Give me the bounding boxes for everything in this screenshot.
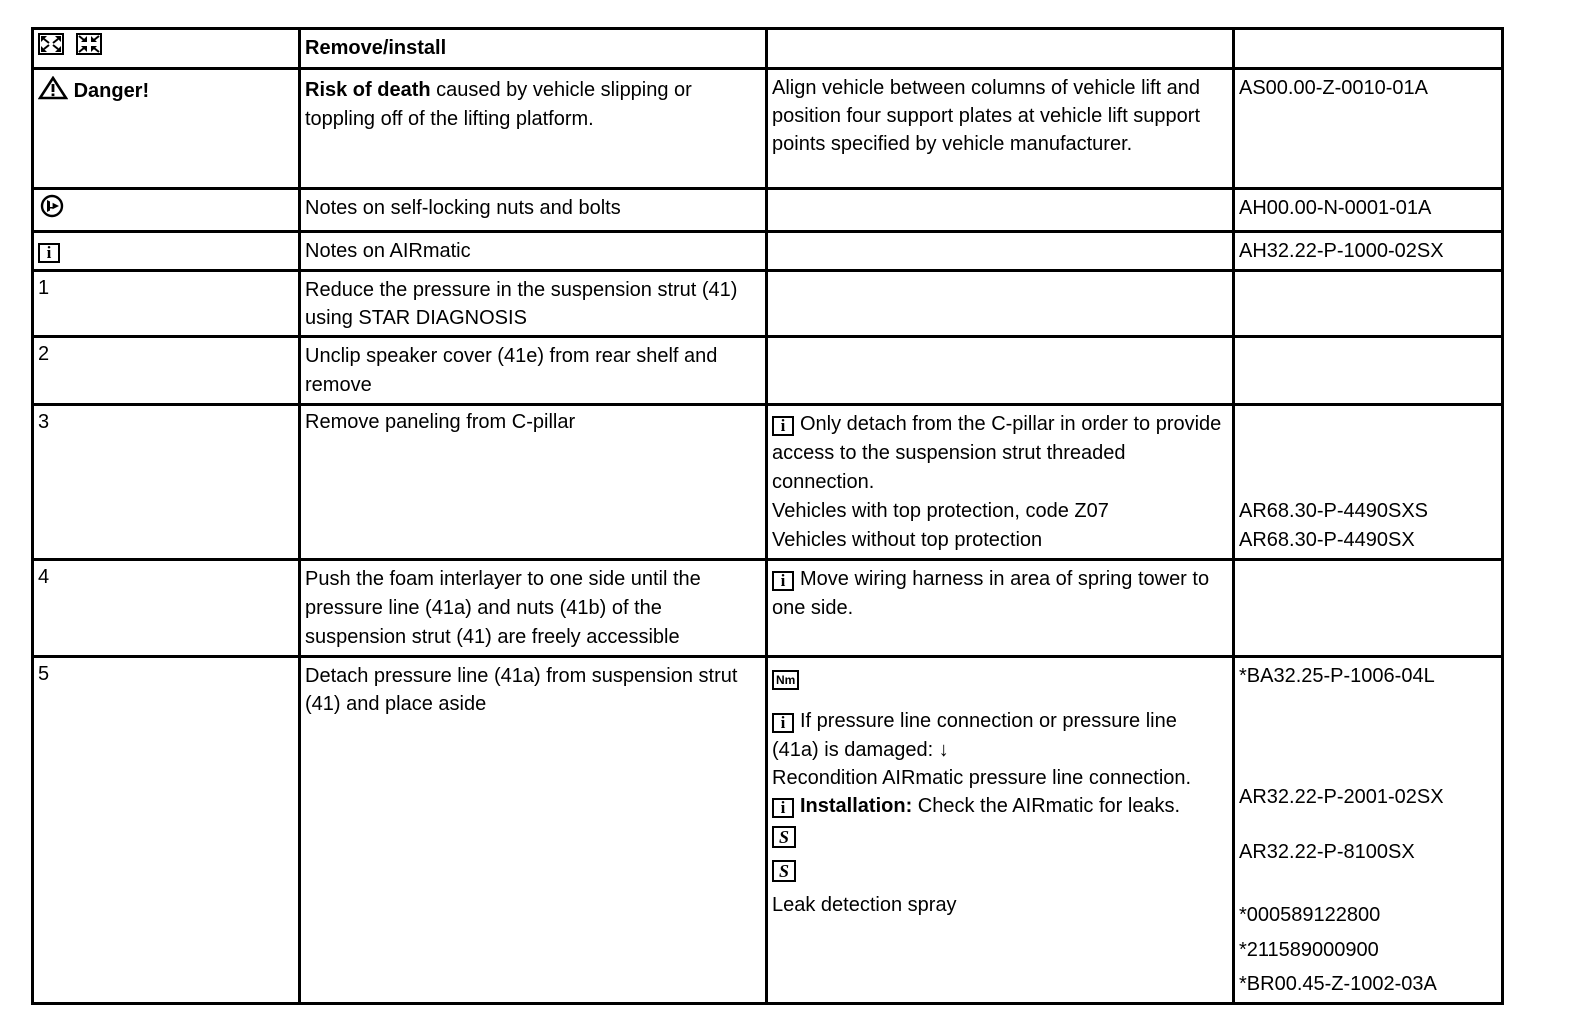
danger-cell [33, 69, 300, 189]
danger-ref[interactable]: AS00.00-Z-0010-01A [1234, 69, 1503, 189]
step-2-empty-4 [1234, 337, 1503, 405]
danger-risk-cell [300, 69, 767, 189]
info-icon: i [772, 416, 794, 436]
arrow-down-icon: ↓ [938, 739, 949, 761]
step-5-recondition-ref[interactable]: AR32.22-P-2001-02SX [1239, 786, 1444, 808]
collapse-icon[interactable] [76, 33, 102, 64]
step-text: Reduce the pressure in the suspension strut (41) using STAR DIAGNOSIS [300, 271, 767, 337]
step-number: 1 [33, 271, 300, 337]
step-3-variant-2: Vehicles without top protection [772, 529, 1043, 551]
note-airmatic-text: Notes on AIRmatic [300, 232, 767, 271]
note-airmatic-ref[interactable]: AH32.22-P-1000-02SX [1234, 232, 1503, 271]
step-row-4 [33, 560, 1503, 657]
step-number: 3 [33, 405, 300, 560]
step-row-3 [33, 405, 1503, 560]
info-icon: i [772, 571, 794, 591]
step-5-info: If pressure line connection or pressure line (41a) is damaged: [772, 710, 1177, 761]
step-5-spray-ref[interactable]: *BR00.45-Z-1002-03A [1239, 973, 1437, 995]
step-5-recondition: Recondition AIRmatic pressure line connection. [772, 767, 1192, 789]
expand-icon[interactable] [38, 33, 64, 64]
step-3-variant-1: Vehicles with top protection, code Z07 [772, 500, 1109, 522]
danger-measure: Align vehicle between columns of vehicle lift and position four support plates at vehicle lift support points specified by vehicle manufacturer. [767, 69, 1234, 189]
header-empty-3 [767, 29, 1234, 69]
warning-triangle-icon [38, 76, 68, 109]
step-number: 4 [33, 560, 300, 657]
step-row-5 [33, 657, 1503, 1004]
risk-text: caused by vehicle slipping or toppling off of the lifting platform. [305, 79, 692, 130]
step-text: Unclip speaker cover (41e) from rear shelf and remove [300, 337, 767, 405]
step-1-empty-4 [1234, 271, 1503, 337]
risk-bold: Risk of death [305, 79, 431, 101]
step-5-nm-ref[interactable]: *BA32.25-P-1006-04L [1239, 665, 1435, 687]
step-5-install-bold: Installation: [800, 795, 913, 817]
view-toggle-cell [33, 29, 300, 69]
header-row [33, 29, 1503, 69]
step-5-spray: Leak detection spray [772, 894, 957, 916]
special-tool-icon: S [772, 826, 796, 848]
step-5-refs [1234, 657, 1503, 1004]
step-5-tool-2-ref[interactable]: *211589000900 [1239, 939, 1379, 961]
step-4-empty-4 [1234, 560, 1503, 657]
danger-row [33, 69, 1503, 189]
header-empty-4 [1234, 29, 1503, 69]
step-5-install-text: Check the AIRmatic for leaks. [912, 795, 1181, 817]
step-5-install-ref[interactable]: AR32.22-P-8100SX [1239, 841, 1415, 863]
info-icon: i [772, 798, 794, 818]
step-row-1 [33, 271, 1503, 337]
step-5-details [767, 657, 1234, 1004]
step-4-info: Move wiring harness in area of spring tower to one side. [772, 568, 1210, 619]
step-text: Remove paneling from C-pillar [300, 405, 767, 560]
step-number: 2 [33, 337, 300, 405]
step-text: Detach pressure line (41a) from suspension strut (41) and place aside [300, 657, 767, 1004]
info-icon: i [38, 243, 60, 263]
note-airmatic-icon-cell [33, 232, 300, 271]
note-nuts-ref[interactable]: AH00.00-N-0001-01A [1234, 189, 1503, 232]
note-nuts-icon-cell [33, 189, 300, 232]
step-text: Push the foam interlayer to one side until the pressure line (41a) and nuts (41b) of the suspension strut (41) are freely accessible [300, 560, 767, 657]
step-row-2 [33, 337, 1503, 405]
procedure-table [31, 27, 1504, 1005]
danger-label: Danger! [73, 80, 150, 102]
step-1-empty-3 [767, 271, 1234, 337]
step-2-empty-3 [767, 337, 1234, 405]
step-5-tool-1-ref[interactable]: *000589122800 [1239, 904, 1381, 926]
step-3-details [767, 405, 1234, 560]
self-locking-nut-icon [38, 194, 66, 227]
torque-nm-icon: Nm [772, 670, 799, 690]
header-title: Remove/install [300, 29, 767, 69]
step-3-variant-2-ref[interactable]: AR68.30-P-4490SX [1239, 529, 1415, 551]
step-number: 5 [33, 657, 300, 1004]
step-4-details [767, 560, 1234, 657]
note-nuts-row [33, 189, 1503, 232]
note-nuts-text: Notes on self-locking nuts and bolts [300, 189, 767, 232]
step-3-refs [1234, 405, 1503, 560]
note-nuts-empty [767, 189, 1234, 232]
note-airmatic-empty [767, 232, 1234, 271]
step-3-info: Only detach from the C-pillar in order to provide access to the suspension strut threaded connection. [772, 413, 1222, 493]
step-3-variant-1-ref[interactable]: AR68.30-P-4490SXS [1239, 500, 1429, 522]
note-airmatic-row [33, 232, 1503, 271]
special-tool-icon: S [772, 860, 796, 882]
info-icon: i [772, 713, 794, 733]
